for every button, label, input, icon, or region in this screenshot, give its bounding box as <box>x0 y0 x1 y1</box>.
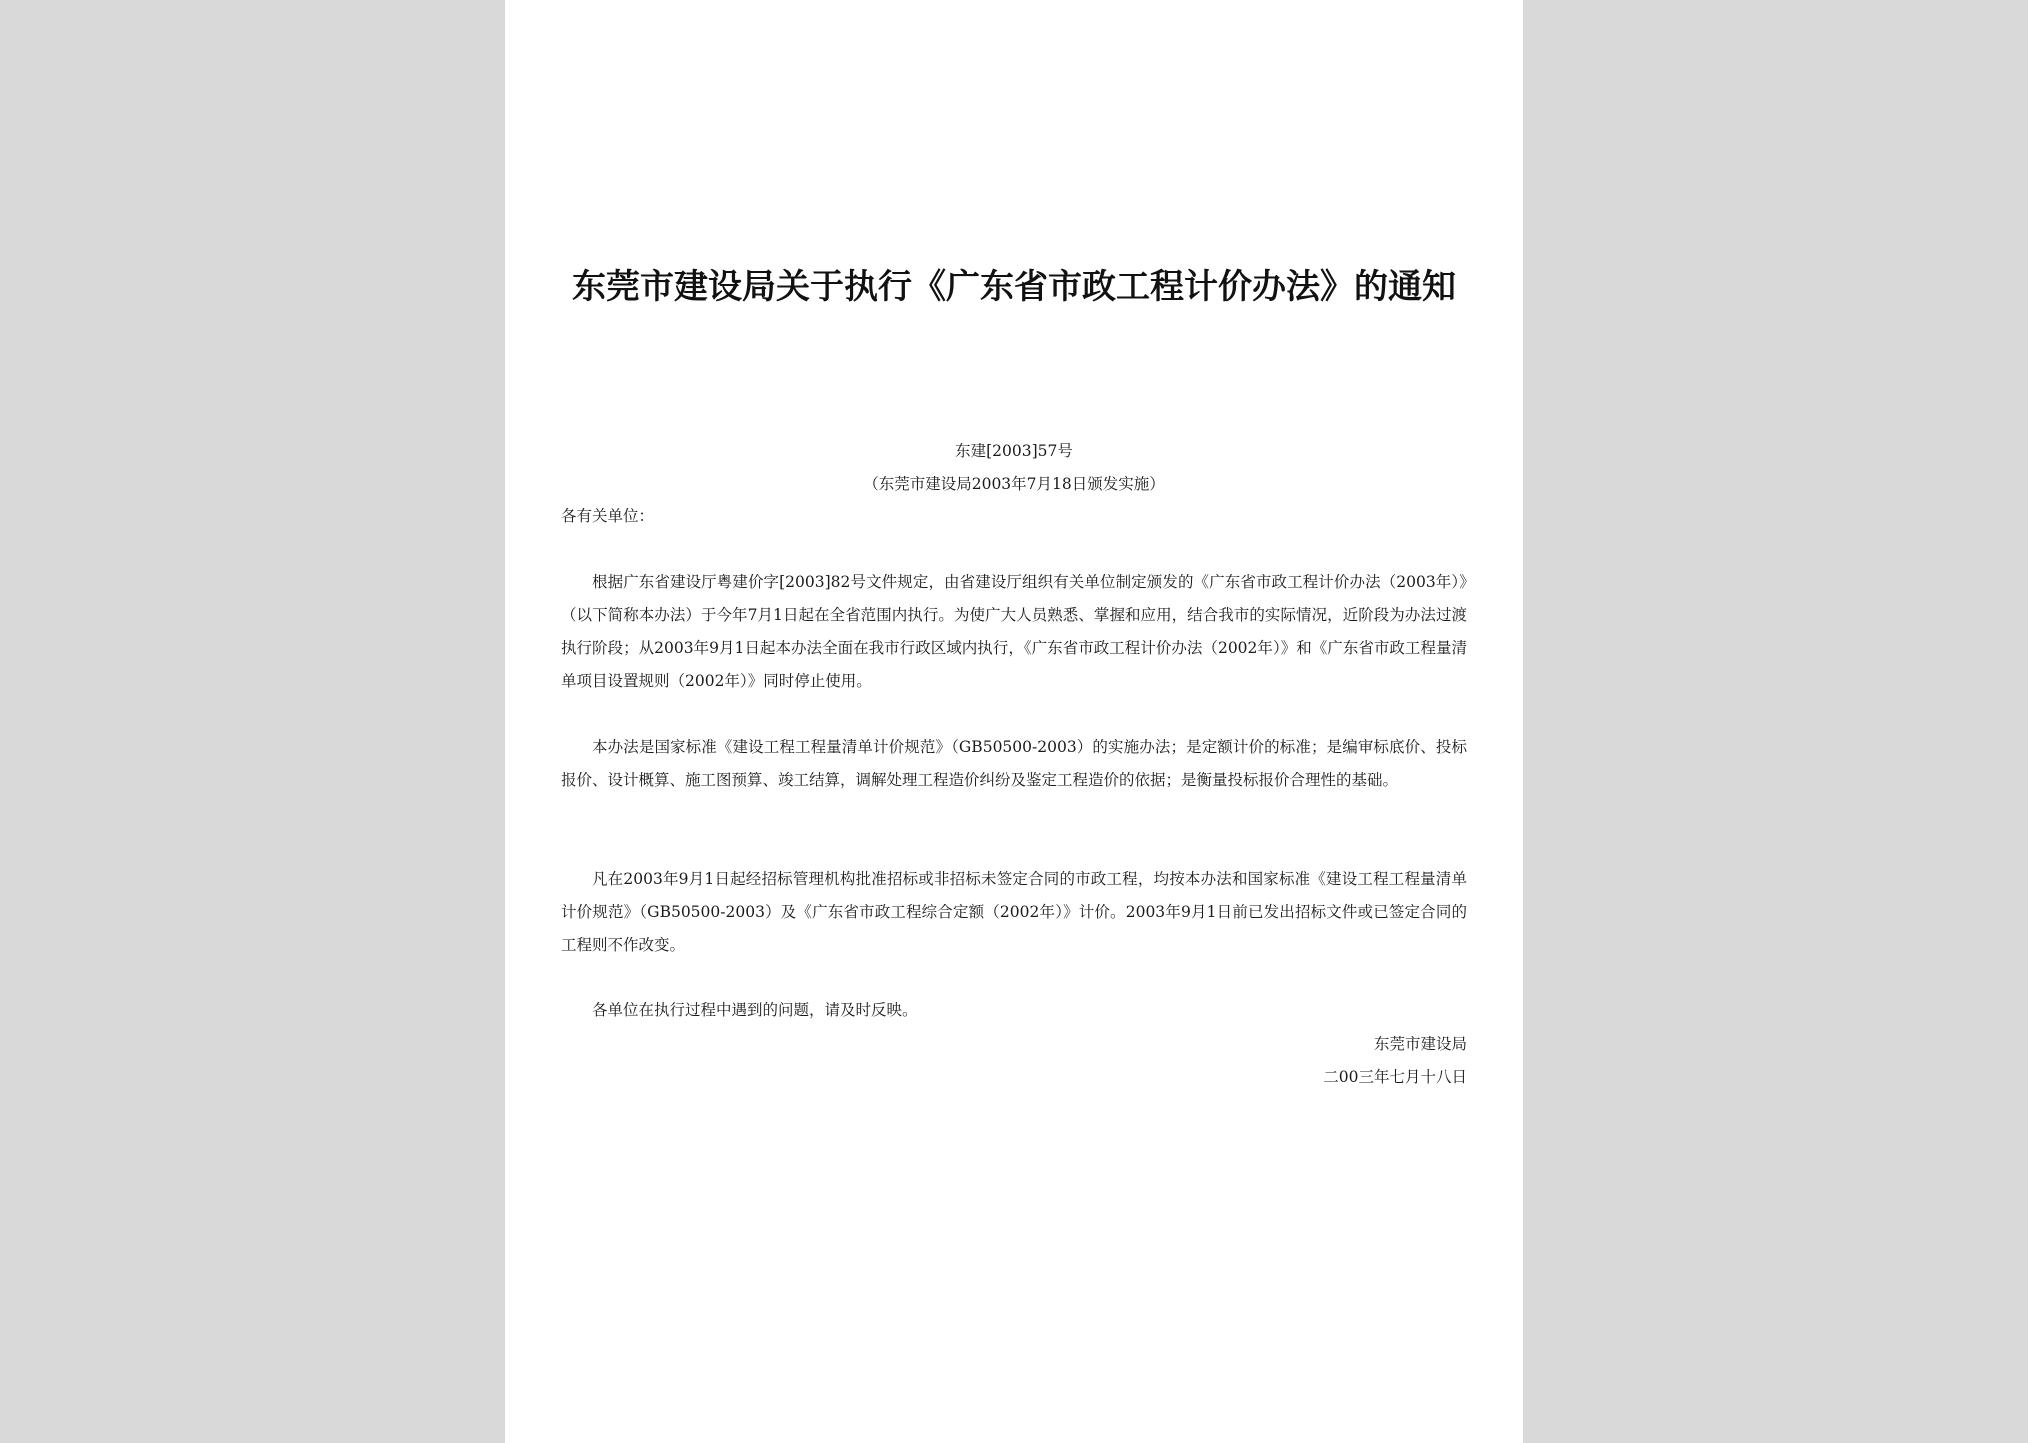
issuer-signature: 东莞市建设局 <box>1373 1035 1467 1053</box>
issue-note: （东莞市建设局2003年7月18日颁发实施） <box>863 475 1165 493</box>
document-number: 东建[2003]57号 <box>955 442 1073 460</box>
body-paragraph: 根据广东省建设厅粤建价字[2003]82号文件规定，由省建设厅组织有关单位制定颁发的《广东省市政工程计价办法（2003年）》（以下简称本办法）于今年7月1日起在全省范围内执行。为使广大人员熟悉、掌握和应用，结合我市的实际情况，近阶段为办法过渡执行阶段；从2003年9月1日起本办法全面在我市行政区域内执行，《广东省市政工程计价办法（2002年）》和《广东省市政工程量清单项目设置规则（2002年）》同时停止使用。 <box>561 573 1467 690</box>
body-paragraph: 凡在2003年9月1日起经招标管理机构批准招标或非招标未签定合同的市政工程，均按本办法和国家标准《建设工程工程量清单计价规范》（GB50500-2003）及《广东省市政工程综合定额（2002年）》计价。2003年9月1日前已发出招标文件或已签定合同的工程则不作改变。 <box>561 870 1467 954</box>
salutation: 各有关单位： <box>561 507 655 525</box>
document-title: 东莞市建设局关于执行《广东省市政工程计价办法》的通知 <box>572 267 1456 307</box>
body-paragraph: 本办法是国家标准《建设工程工程量清单计价规范》（GB50500-2003）的实施办法；是定额计价的标准；是编审标底价、投标报价、设计概算、施工图预算、竣工结算，调解处理工程造价纠纷及鉴定工程造价的依据；是衡量投标报价合理性的基础。 <box>561 738 1467 789</box>
signature-date: 二00三年七月十八日 <box>1323 1068 1467 1086</box>
closing-paragraph: 各单位在执行过程中遇到的问题，请及时反映。 <box>592 1001 918 1019</box>
document-page <box>505 0 1523 1443</box>
